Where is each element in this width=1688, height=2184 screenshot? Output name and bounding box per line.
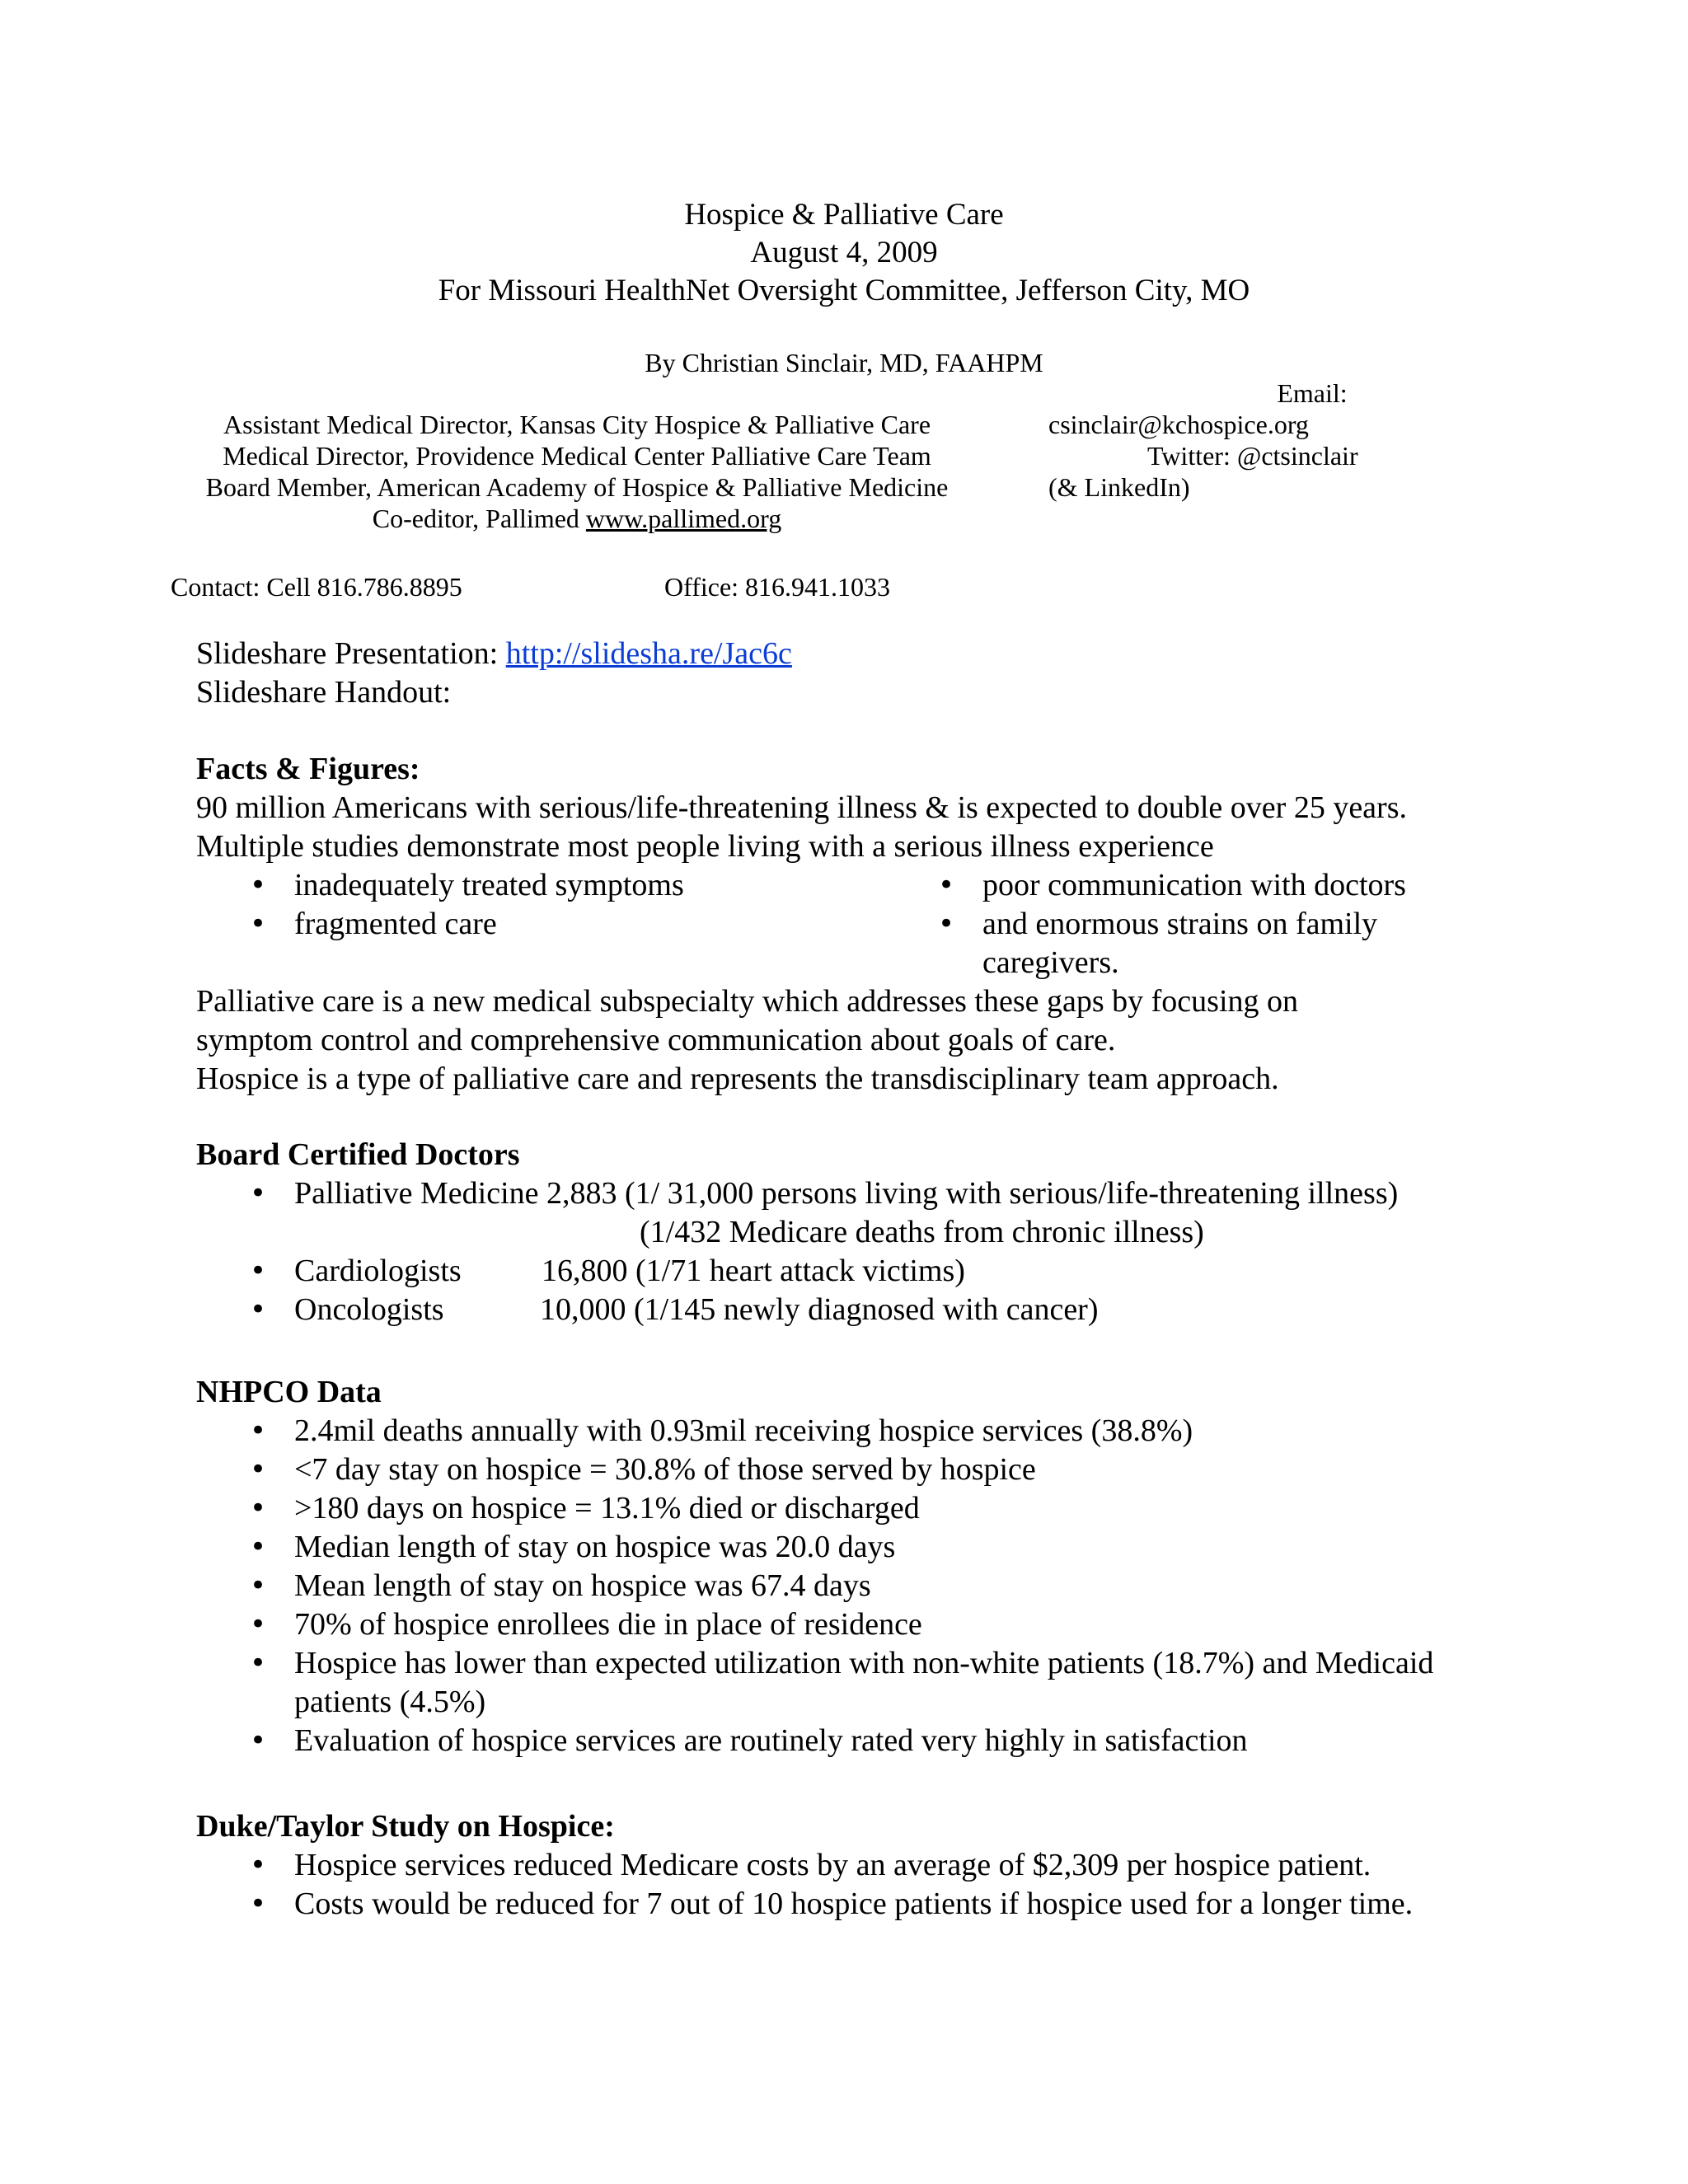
palliative-medicine-subline: (1/432 Medicare deaths from chronic illness) — [640, 1215, 1204, 1249]
facts-bullet-columns — [196, 866, 1515, 982]
duke-bullets — [196, 1846, 1515, 1924]
facts-heading: Facts & Figures: — [196, 752, 420, 786]
list-item: • 70% of hospice enrollees die in place of residence — [196, 1605, 1457, 1644]
email-label: Email: — [1277, 378, 1348, 408]
slideshare-presentation-link[interactable]: http://slidesha.re/Jac6c — [505, 636, 792, 671]
document-venue: For Missouri HealthNet Oversight Committee, Jefferson City, MO — [438, 274, 1250, 307]
coeditor-line — [165, 503, 989, 534]
email-address[interactable]: csinclair@kchospice.org — [1048, 410, 1309, 439]
nhpco-heading: NHPCO Data — [196, 1375, 382, 1409]
coeditor-prefix: Co-editor, Pallimed — [372, 504, 586, 533]
list-item: • >180 days on hospice = 13.1% died or discharged — [196, 1489, 1457, 1528]
facts-line: Multiple studies demonstrate most people living with a serious illness experience — [196, 829, 1214, 864]
facts-paragraph: Palliative care is a new medical subspecialty which addresses these gaps by focusing on symptom control and comprehensive communication about goals of care. — [196, 984, 1298, 1057]
slideshare-presentation-label: Slideshare Presentation: — [196, 636, 506, 671]
list-item — [196, 1252, 1515, 1291]
board-bullets — [196, 1174, 1515, 1329]
list-item — [196, 1174, 1515, 1252]
list-item: • Mean length of stay on hospice was 67.4 days — [196, 1567, 1457, 1605]
role-line: Medical Director, Providence Medical Center Palliative Care Team — [223, 441, 931, 471]
linkedin-note: (& LinkedIn) — [1048, 472, 1190, 502]
oncologists-value: 10,000 (1/145 newly diagnosed with cancer) — [540, 1292, 1099, 1327]
oncologists-label: Oncologists — [294, 1292, 444, 1327]
list-item: • 2.4mil deaths annually with 0.93mil receiving hospice services (38.8%) — [196, 1412, 1457, 1451]
list-item: • fragmented care — [196, 905, 884, 944]
title-block — [0, 196, 1688, 310]
list-item: • Hospice services reduced Medicare costs by an average of $2,309 per hospice patient. — [196, 1846, 1515, 1885]
document-date: August 4, 2009 — [750, 236, 938, 269]
cardiologists-value: 16,800 (1/71 heart attack victims) — [542, 1254, 965, 1288]
list-item: • Median length of stay on hospice was 20.0 days — [196, 1528, 1457, 1567]
list-item — [196, 1291, 1515, 1329]
role-line: Assistant Medical Director, Kansas City Hospice & Palliative Care — [223, 410, 931, 439]
author-roles — [165, 409, 989, 534]
facts-paragraph: Hospice is a type of palliative care and represents the transdisciplinary team approach. — [196, 1062, 1279, 1096]
duke-section — [196, 1807, 1515, 1924]
slideshare-handout-label: Slideshare Handout: — [196, 675, 452, 710]
slideshare-presentation — [196, 635, 1515, 673]
cardiologists-label: Cardiologists — [294, 1254, 462, 1288]
board-section — [196, 1136, 1515, 1329]
list-item: • Evaluation of hospice services are routinely rated very highly in satisfaction — [196, 1722, 1457, 1760]
list-item: • inadequately treated symptoms — [196, 866, 884, 905]
contact-column — [1048, 377, 1428, 503]
facts-line: 90 million Americans with serious/life-threatening illness & is expected to double over 25 years. — [196, 790, 1407, 825]
duke-heading: Duke/Taylor Study on Hospice: — [196, 1809, 615, 1844]
facts-section — [196, 750, 1515, 1099]
slideshare-section — [196, 635, 1515, 712]
nhpco-bullets — [196, 1412, 1457, 1760]
list-item: • poor communication with doctors — [884, 866, 1461, 905]
role-line: Board Member, American Academy of Hospice & Palliative Medicine — [205, 472, 949, 502]
cell-phone: Contact: Cell 816.786.8895 — [171, 572, 462, 602]
board-heading: Board Certified Doctors — [196, 1137, 520, 1172]
list-item: • and enormous strains on family caregivers. — [884, 905, 1461, 982]
nhpco-section — [196, 1373, 1515, 1760]
author-byline: By Christian Sinclair, MD, FAAHPM — [645, 348, 1043, 377]
pallimed-link[interactable]: www.pallimed.org — [585, 504, 782, 533]
document-title: Hospice & Palliative Care — [684, 198, 1004, 232]
list-item: • Costs would be reduced for 7 out of 10 hospice patients if hospice used for a longer time. — [196, 1885, 1515, 1924]
facts-right-bullets — [884, 866, 1461, 982]
list-item: • Hospice has lower than expected utilization with non-white patients (18.7%) and Medicaid patients (4.5%) — [196, 1644, 1457, 1722]
list-item: • <7 day stay on hospice = 30.8% of those served by hospice — [196, 1451, 1457, 1489]
palliative-medicine-line: • Palliative Medicine 2,883 (1/ 31,000 persons living with serious/life-threatening illness) — [294, 1176, 1399, 1211]
twitter-handle[interactable]: Twitter: @ctsinclair — [1147, 441, 1358, 471]
facts-left-bullets — [196, 866, 884, 982]
office-phone: Office: 816.941.1033 — [664, 572, 891, 602]
